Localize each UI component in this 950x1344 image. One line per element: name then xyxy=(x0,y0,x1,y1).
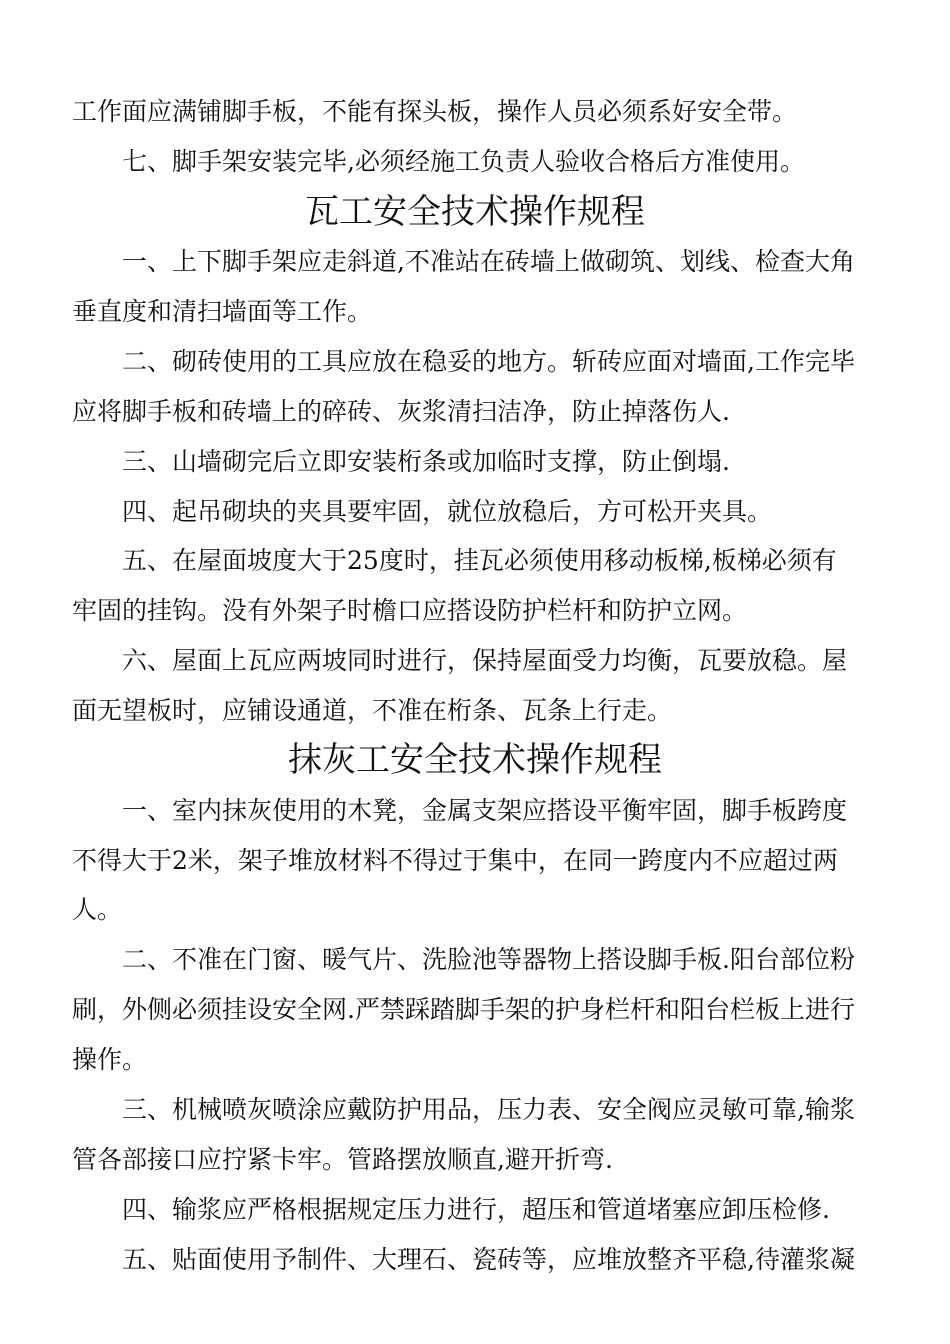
paragraph-line: 不得大于2米，架子堆放材料不得过于集中，在同一跨度内不应超过两 xyxy=(72,846,838,875)
paragraph-line: 三、山墙砌完后立即安装桁条或加临时支撑，防止倒塌. xyxy=(122,447,730,476)
paragraph-line: 牢固的挂钩。没有外架子时檐口应搭设防护栏杆和防护立网。 xyxy=(72,596,748,625)
paragraph-line: 面无望板时，应铺设通道，不准在桁条、瓦条上行走。 xyxy=(72,696,673,725)
paragraph-line: 刷，外侧必须挂设安全网.严禁踩踏脚手架的护身栏杆和阳台栏板上进行 xyxy=(72,995,855,1024)
paragraph-line: 人。 xyxy=(72,895,123,924)
paragraph-line: 六、屋面上瓦应两坡同时进行，保持屋面受力均衡，瓦要放稳。屋 xyxy=(122,646,848,675)
section-title: 瓦工安全技术操作规程 xyxy=(305,192,645,232)
paragraph-line: 七、脚手架安装完毕,必须经施工负责人验收合格后方准使用。 xyxy=(122,147,805,176)
paragraph-line: 五、在屋面坡度大于25度时，挂瓦必须使用移动板梯,板梯必须有 xyxy=(122,546,837,575)
section-title: 抹灰工安全技术操作规程 xyxy=(288,740,662,780)
paragraph-line: 工作面应满铺脚手板，不能有探头板，操作人员必须系好安全带。 xyxy=(72,97,798,126)
paragraph-line: 操作。 xyxy=(72,1045,148,1074)
paragraph-line: 一、上下脚手架应走斜道,不准站在砖墙上做砌筑、划线、检查大角 xyxy=(122,247,855,276)
paragraph-line: 五、贴面使用予制件、大理石、瓷砖等，应堆放整齐平稳,待灌浆凝 xyxy=(122,1245,855,1274)
paragraph-line: 垂直度和清扫墙面等工作。 xyxy=(72,297,373,326)
paragraph-line: 四、输浆应严格根据规定压力进行，超压和管道堵塞应卸压检修. xyxy=(122,1195,830,1224)
paragraph-line: 三、机械喷灰喷涂应戴防护用品，压力表、安全阀应灵敏可靠,输浆 xyxy=(122,1095,855,1124)
paragraph-line: 二、不准在门窗、暖气片、洗脸池等器物上搭设脚手板.阳台部位粉 xyxy=(122,945,855,974)
paragraph-line: 管各部接口应拧紧卡牢。管路摆放顺直,避开折弯. xyxy=(72,1145,613,1174)
paragraph-line: 四、起吊砌块的夹具要牢固，就位放稳后，方可松开夹具。 xyxy=(122,497,773,526)
paragraph-line: 二、砌砖使用的工具应放在稳妥的地方。斩砖应面对墙面,工作完毕 xyxy=(122,347,855,376)
paragraph-line: 应将脚手板和砖墙上的碎砖、灰浆清扫洁净，防止掉落伤人. xyxy=(72,397,730,426)
paragraph-line: 一、室内抹灰使用的木凳，金属支架应搭设平衡牢固，脚手板跨度 xyxy=(122,796,848,825)
